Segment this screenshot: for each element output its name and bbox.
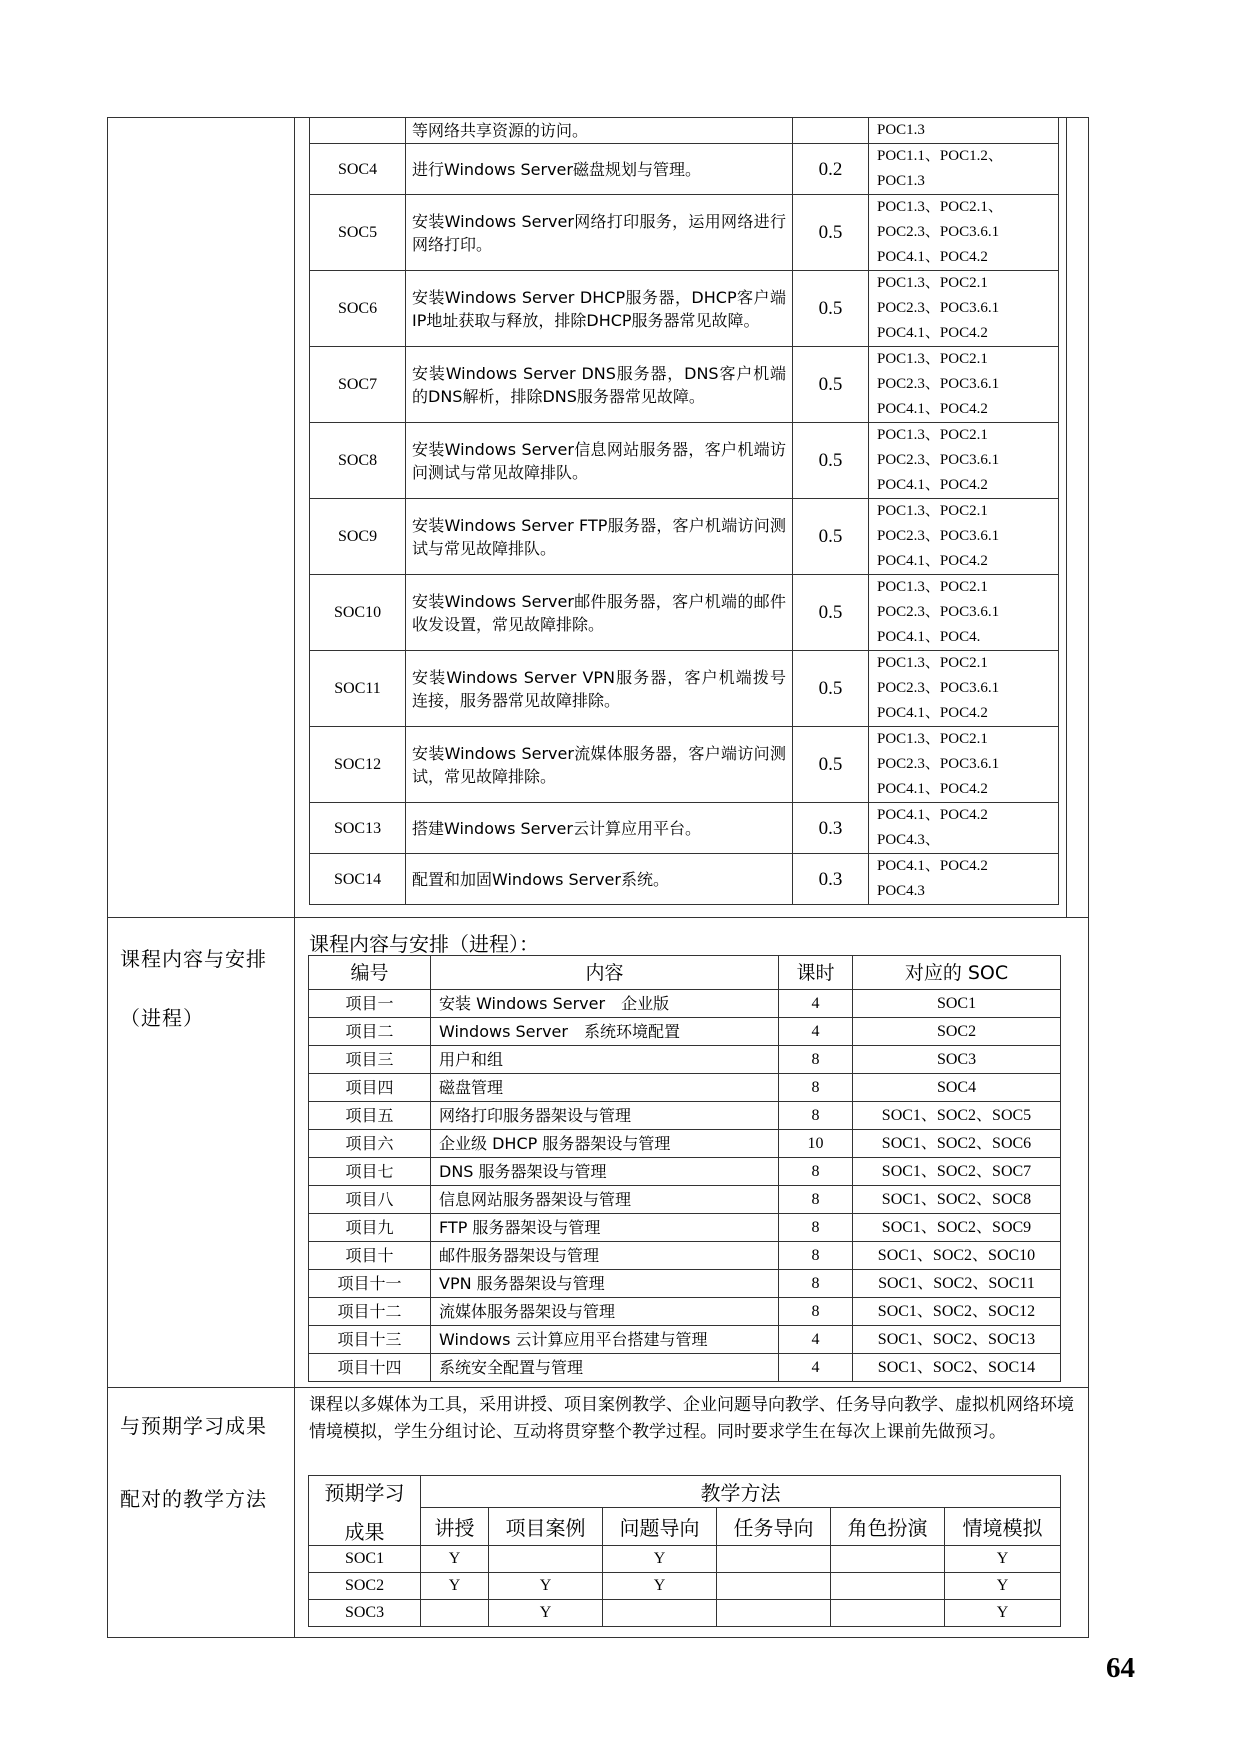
soc-credit: 0.5 [793,499,869,575]
method-mark [489,1546,603,1573]
poc-line: POC4.1、POC4.2 [877,807,988,823]
schedule-header-cell: 内容 [431,956,779,990]
method-mark [831,1600,945,1627]
poc-line: POC1.3 [877,122,925,138]
schedule-hours: 8 [779,1214,853,1242]
method-header-cell: 任务导向 [717,1508,831,1546]
soc-poc [869,118,1059,144]
soc-row [310,423,1059,499]
method-row-soc: SOC1 [309,1546,421,1573]
soc-poc [869,727,1059,803]
method-intro-text: 课程以多媒体为工具，采用讲授、项目案例教学、企业问题导向教学、任务导向教学、虚拟机网络环境情境模拟，学生分组讨论、互动将贯穿整个教学过程。同时要求学生在每次上课前先做预习。 [309,1395,1074,1442]
schedule-content: 用户和组 [431,1046,779,1074]
soc-credit: 0.3 [793,803,869,854]
method-mark: Y [945,1573,1061,1600]
schedule-project-id: 项目五 [309,1102,431,1130]
soc-description: 等网络共享资源的访问。 [406,118,793,144]
soc-id: SOC12 [310,727,406,803]
section-divider-2 [107,1387,1089,1388]
schedule-project-id: 项目七 [309,1158,431,1186]
poc-line: POC4.1、POC4.2 [877,325,988,341]
soc-id: SOC14 [310,854,406,905]
schedule-row [309,1046,1061,1074]
poc-line: POC2.3、POC3.6.1 [877,680,1000,696]
schedule-content: 安装 Windows Server 企业版 [431,990,779,1018]
schedule-row [309,1074,1061,1102]
method-header-cell: 项目案例 [489,1508,603,1546]
soc-poc [869,854,1059,905]
soc-id: SOC11 [310,651,406,727]
poc-line: POC1.3、POC2.1 [877,351,988,367]
poc-line: POC4.1、POC4.2 [877,705,988,721]
poc-line: POC2.3、POC3.6.1 [877,528,1000,544]
schedule-hours: 8 [779,1186,853,1214]
soc-credit: 0.5 [793,423,869,499]
schedule-content: 信息网站服务器架设与管理 [431,1186,779,1214]
schedule-soc: SOC1、SOC2、SOC11 [853,1270,1061,1298]
soc-description: 配置和加固Windows Server系统。 [406,854,793,905]
method-row [309,1573,1061,1600]
method-row-soc: SOC2 [309,1573,421,1600]
poc-line: POC1.3、POC2.1 [877,731,988,747]
method-mark: Y [489,1600,603,1627]
schedule-hours: 8 [779,1158,853,1186]
soc-credit: 0.5 [793,575,869,651]
schedule-row [309,1242,1061,1270]
schedule-section-label: 课程内容与安排 （进程） [120,947,267,1030]
method-mark [603,1600,717,1627]
poc-line: POC4.1、POC4.2 [877,249,988,265]
schedule-row [309,1102,1061,1130]
soc-row [310,347,1059,423]
schedule-project-id: 项目六 [309,1130,431,1158]
poc-line: POC4.3、 [877,832,940,848]
schedule-project-id: 项目十二 [309,1298,431,1326]
schedule-caption: 课程内容与安排（进程）： [309,932,539,956]
schedule-soc: SOC1、SOC2、SOC7 [853,1158,1061,1186]
poc-line: POC2.3、POC3.6.1 [877,452,1000,468]
method-header-row-2 [309,1508,1061,1546]
method-mark: Y [945,1600,1061,1627]
soc-poc [869,144,1059,195]
schedule-hours: 8 [779,1102,853,1130]
schedule-soc: SOC2 [853,1018,1061,1046]
schedule-header-cell: 对应的 SOC [853,956,1061,990]
schedule-project-id: 项目八 [309,1186,431,1214]
schedule-soc: SOC1、SOC2、SOC5 [853,1102,1061,1130]
poc-line: POC4.1、POC4.2 [877,553,988,569]
method-mark: Y [421,1546,489,1573]
schedule-project-id: 项目三 [309,1046,431,1074]
soc-row [310,195,1059,271]
schedule-row [309,1214,1061,1242]
poc-line: POC1.3、POC2.1 [877,275,988,291]
soc-poc [869,271,1059,347]
soc-description: 安装Windows Server邮件服务器，客户机端的邮件收发设置，常见故障排除。 [406,575,793,651]
schedule-soc: SOC1、SOC2、SOC14 [853,1354,1061,1382]
schedule-soc: SOC1、SOC2、SOC9 [853,1214,1061,1242]
schedule-project-id: 项目十一 [309,1270,431,1298]
schedule-row [309,1354,1061,1382]
poc-line: POC4.1、POC4.2 [877,781,988,797]
outcome-header [309,1476,421,1546]
page-number: 64 [1106,1652,1135,1684]
schedule-hours: 4 [779,1326,853,1354]
schedule-content: 企业级 DHCP 服务器架设与管理 [431,1130,779,1158]
schedule-content: 网络打印服务器架设与管理 [431,1102,779,1130]
poc-line: POC2.3、POC3.6.1 [877,756,1000,772]
method-mark [717,1573,831,1600]
soc-description: 安装Windows Server VPN服务器，客户机端拨号连接，服务器常见故障排除。 [406,651,793,727]
poc-line: POC4.3 [877,883,925,899]
method-row [309,1546,1061,1573]
soc-row [310,118,1059,144]
schedule-soc: SOC4 [853,1074,1061,1102]
schedule-hours: 8 [779,1074,853,1102]
schedule-row [309,1326,1061,1354]
soc-credit: 0.5 [793,347,869,423]
soc-credit [793,118,869,144]
soc-description: 安装Windows Server流媒体服务器，客户端访问测试，常见故障排除。 [406,727,793,803]
poc-line: POC1.3、POC2.1 [877,655,988,671]
schedule-row [309,990,1061,1018]
method-header-row-1 [309,1476,1061,1508]
poc-line: POC1.3、POC2.1 [877,503,988,519]
schedule-hours: 10 [779,1130,853,1158]
method-group-header: 教学方法 [421,1476,1061,1508]
poc-line: POC4.1、POC4.2 [877,401,988,417]
schedule-content: 流媒体服务器架设与管理 [431,1298,779,1326]
schedule-row [309,1270,1061,1298]
schedule-hours: 4 [779,990,853,1018]
soc-description: 搭建Windows Server云计算应用平台。 [406,803,793,854]
schedule-table [308,955,1061,1382]
soc-credit: 0.5 [793,195,869,271]
poc-line: POC2.3、POC3.6.1 [877,376,1000,392]
soc-id: SOC10 [310,575,406,651]
soc-id [310,118,406,144]
method-mark [717,1600,831,1627]
schedule-soc: SOC1 [853,990,1061,1018]
poc-line: POC1.3 [877,173,925,189]
schedule-row [309,1018,1061,1046]
schedule-soc: SOC1、SOC2、SOC8 [853,1186,1061,1214]
method-mark [717,1546,831,1573]
method-mark [831,1546,945,1573]
poc-line: POC1.3、POC2.1 [877,427,988,443]
poc-line: POC1.3、POC2.1、 [877,199,1003,215]
soc-poc [869,803,1059,854]
poc-line: POC2.3、POC3.6.1 [877,224,1000,240]
schedule-soc: SOC1、SOC2、SOC13 [853,1326,1061,1354]
schedule-project-id: 项目一 [309,990,431,1018]
method-section-label: 与预期学习成果 配对的教学方法 [120,1414,267,1511]
poc-line: POC2.3、POC3.6.1 [877,300,1000,316]
schedule-header-cell: 课时 [779,956,853,990]
soc-description: 进行Windows Server磁盘规划与管理。 [406,144,793,195]
soc-id: SOC5 [310,195,406,271]
soc-id: SOC13 [310,803,406,854]
method-header-cell: 角色扮演 [831,1508,945,1546]
method-row-soc: SOC3 [309,1600,421,1627]
schedule-row [309,1186,1061,1214]
schedule-soc: SOC1、SOC2、SOC12 [853,1298,1061,1326]
schedule-row [309,1158,1061,1186]
schedule-hours: 8 [779,1298,853,1326]
soc-id: SOC6 [310,271,406,347]
soc-id: SOC7 [310,347,406,423]
soc-row [310,271,1059,347]
schedule-soc: SOC3 [853,1046,1061,1074]
schedule-content: Windows 云计算应用平台搭建与管理 [431,1326,779,1354]
soc-credit: 0.5 [793,651,869,727]
method-row [309,1600,1061,1627]
soc-poc [869,347,1059,423]
method-mark [421,1600,489,1627]
method-header-cell: 讲授 [421,1508,489,1546]
soc-poc [869,499,1059,575]
schedule-row [309,1298,1061,1326]
soc-poc [869,575,1059,651]
method-mark: Y [945,1546,1061,1573]
schedule-header-cell: 编号 [309,956,431,990]
schedule-header-row [309,956,1061,990]
method-header-cell: 问题导向 [603,1508,717,1546]
soc-row [310,144,1059,195]
schedule-soc: SOC1、SOC2、SOC10 [853,1242,1061,1270]
schedule-soc: SOC1、SOC2、SOC6 [853,1130,1061,1158]
schedule-content: 磁盘管理 [431,1074,779,1102]
method-mark: Y [421,1573,489,1600]
frame-divider-left [294,117,295,1638]
schedule-hours: 4 [779,1018,853,1046]
soc-row [310,575,1059,651]
poc-line: POC4.1、POC4.2 [877,477,988,493]
schedule-content: 邮件服务器架设与管理 [431,1242,779,1270]
soc-id: SOC9 [310,499,406,575]
schedule-project-id: 项目十 [309,1242,431,1270]
soc-credit: 0.3 [793,854,869,905]
schedule-content: DNS 服务器架设与管理 [431,1158,779,1186]
soc-poc [869,423,1059,499]
schedule-content: FTP 服务器架设与管理 [431,1214,779,1242]
poc-line: POC4.1、POC4. [877,629,981,645]
soc-description: 安装Windows Server FTP服务器，客户机端访问测试与常见故障排队。 [406,499,793,575]
schedule-project-id: 项目九 [309,1214,431,1242]
schedule-project-id: 项目十四 [309,1354,431,1382]
soc-credit: 0.5 [793,727,869,803]
method-table [308,1475,1061,1627]
soc-row [310,803,1059,854]
soc-row [310,727,1059,803]
outcome-header-line: 预期学习 [324,1480,405,1505]
outcome-header-line: 成果 [344,1519,385,1544]
schedule-content: 系统安全配置与管理 [431,1354,779,1382]
soc-table [309,117,1059,905]
soc-poc [869,651,1059,727]
schedule-hours: 8 [779,1242,853,1270]
schedule-hours: 4 [779,1354,853,1382]
soc-description: 安装Windows Server信息网站服务器，客户机端访问测试与常见故障排队。 [406,423,793,499]
soc-credit: 0.2 [793,144,869,195]
schedule-project-id: 项目四 [309,1074,431,1102]
soc-description: 安装Windows Server DHCP服务器，DHCP客户端IP地址获取与释放，排除DHCP服务器常见故障。 [406,271,793,347]
soc-id: SOC8 [310,423,406,499]
soc-description: 安装Windows Server网络打印服务，运用网络进行网络打印。 [406,195,793,271]
method-mark: Y [489,1573,603,1600]
schedule-content: VPN 服务器架设与管理 [431,1270,779,1298]
method-mark [831,1573,945,1600]
soc-row [310,854,1059,905]
method-mark: Y [603,1546,717,1573]
schedule-hours: 8 [779,1046,853,1074]
frame-divider-right [1066,117,1067,917]
soc-row [310,499,1059,575]
schedule-row [309,1130,1061,1158]
poc-line: POC2.3、POC3.6.1 [877,604,1000,620]
schedule-content: Windows Server 系统环境配置 [431,1018,779,1046]
method-header-cell: 情境模拟 [945,1508,1061,1546]
soc-description: 安装Windows Server DNS服务器，DNS客户机端的DNS解析，排除DNS服务器常见故障。 [406,347,793,423]
soc-row [310,651,1059,727]
soc-id: SOC4 [310,144,406,195]
soc-credit: 0.5 [793,271,869,347]
method-mark: Y [603,1573,717,1600]
schedule-hours: 8 [779,1270,853,1298]
poc-line: POC1.3、POC2.1 [877,579,988,595]
soc-poc [869,195,1059,271]
schedule-project-id: 项目十三 [309,1326,431,1354]
poc-line: POC4.1、POC4.2 [877,858,988,874]
schedule-project-id: 项目二 [309,1018,431,1046]
poc-line: POC1.1、POC1.2、 [877,148,1003,164]
section-divider-1 [107,917,1089,918]
